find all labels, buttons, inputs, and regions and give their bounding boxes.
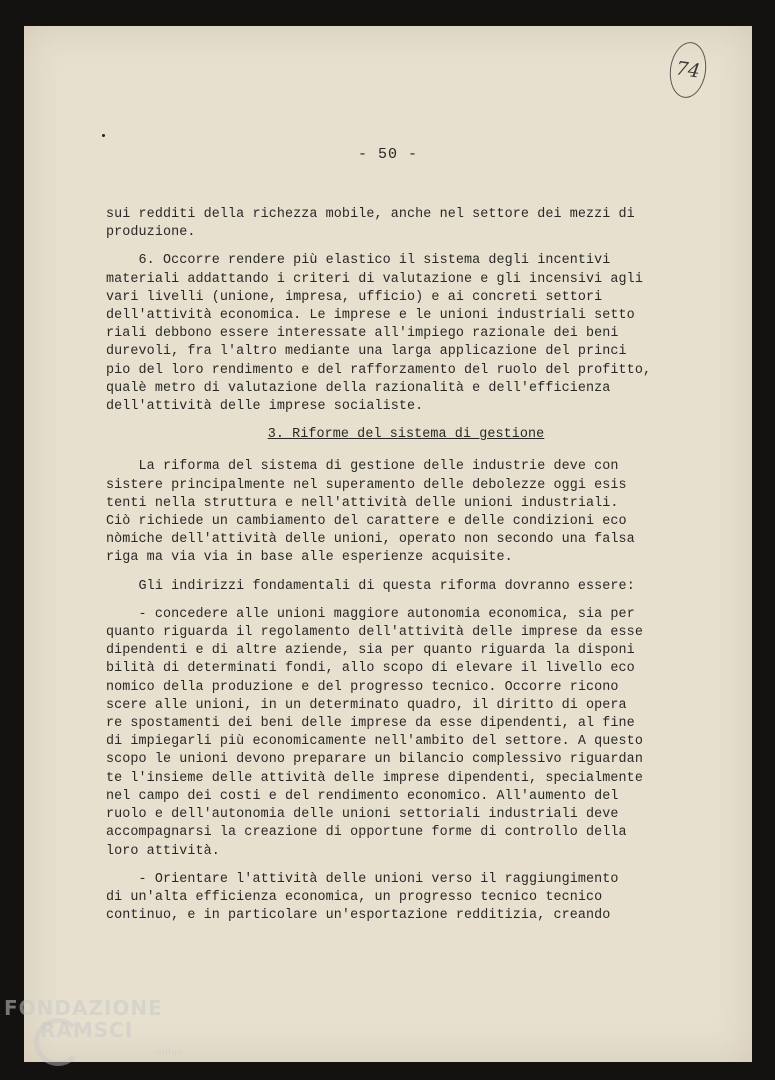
folio-stamp: 74 xyxy=(666,40,709,100)
archive-watermark xyxy=(4,996,204,1080)
watermark-suffix: onlus xyxy=(156,1048,183,1058)
section-title: 3. Riforme del sistema di gestione xyxy=(267,427,545,443)
watermark-line1: FONDAZIONE xyxy=(4,996,163,1020)
paragraph-3: La riforma del sistema di gestione delle industrie deve con sistere principalmente nel superamento delle debolezze oggi esis tenti nella struttura e nell'attività delle unioni industriali. Ciò richiede un cambiamento del carattere e delle condizioni eco nòmiche dell'attività delle unioni, operato non secondo una falsa riga ma via via in base alle esperienze acquisite. xyxy=(106,459,635,566)
paragraph-5: - concedere alle unioni maggiore autonomia economica, sia per quanto riguarda il regolamento dell'attività delle imprese da esse dipendenti e di altre aziende, sia per quanto riguarda la disponi bilità di determinati fondi, allo scopo di elevare il livello eco nomico della produzione e del progresso tecnico. Occorre ricono scere alle unioni, in un determinato quadro, il diritto di opera re spostamenti dei beni delle imprese da esse dipendenti, al fine di impiegarli più economicamente nell'ambito del settore. A questo scopo le unioni devono preparare un bilancio complessivo riguardan te l'insieme delle attività delle imprese dipendenti, specialmente nel campo dei costi e del rendimento economico. All'aumento del ruolo e dell'autonomia delle unioni settoriali industriali deve accompagnarsi la creazione di opportune forme di controllo della loro attività. xyxy=(106,606,643,859)
document-page xyxy=(24,26,752,1062)
body-text xyxy=(106,206,706,935)
watermark-line2: RAMSCI xyxy=(40,1018,134,1042)
paragraph-1: sui redditi della richezza mobile, anche nel settore dei mezzi di produzione. xyxy=(106,207,635,241)
paragraph-6: - Orientare l'attività delle unioni verso il raggiungimento di un'alta efficienza economica, un progresso tecnico tecnico continuo, e in particolare un'esportazione redditizia, creando xyxy=(106,871,619,924)
paragraph-2: 6. Occorre rendere più elastico il sistema degli incentivi materiali addattando i criteri di valutazione e gli incensivi agli vari livelli (unione, impresa, ufficio) e ai concreti settori dell'attività economica. Le imprese e le unioni industriali setto riali debbono essere interessate all'impiego razionale dei beni durevoli, fra l'altro mediante una larga applicazione del princi pio del loro rendimento e del rafforzamento del ruolo del profitto, qualè metro di valutazione della razionalità e dell'efficienza dell'attività delle imprese socialiste. xyxy=(106,253,652,415)
ink-dot xyxy=(102,134,105,137)
page-number: - 50 - xyxy=(357,146,418,163)
paragraph-4: Gli indirizzi fondamentali di questa riforma dovranno essere: xyxy=(106,578,635,594)
